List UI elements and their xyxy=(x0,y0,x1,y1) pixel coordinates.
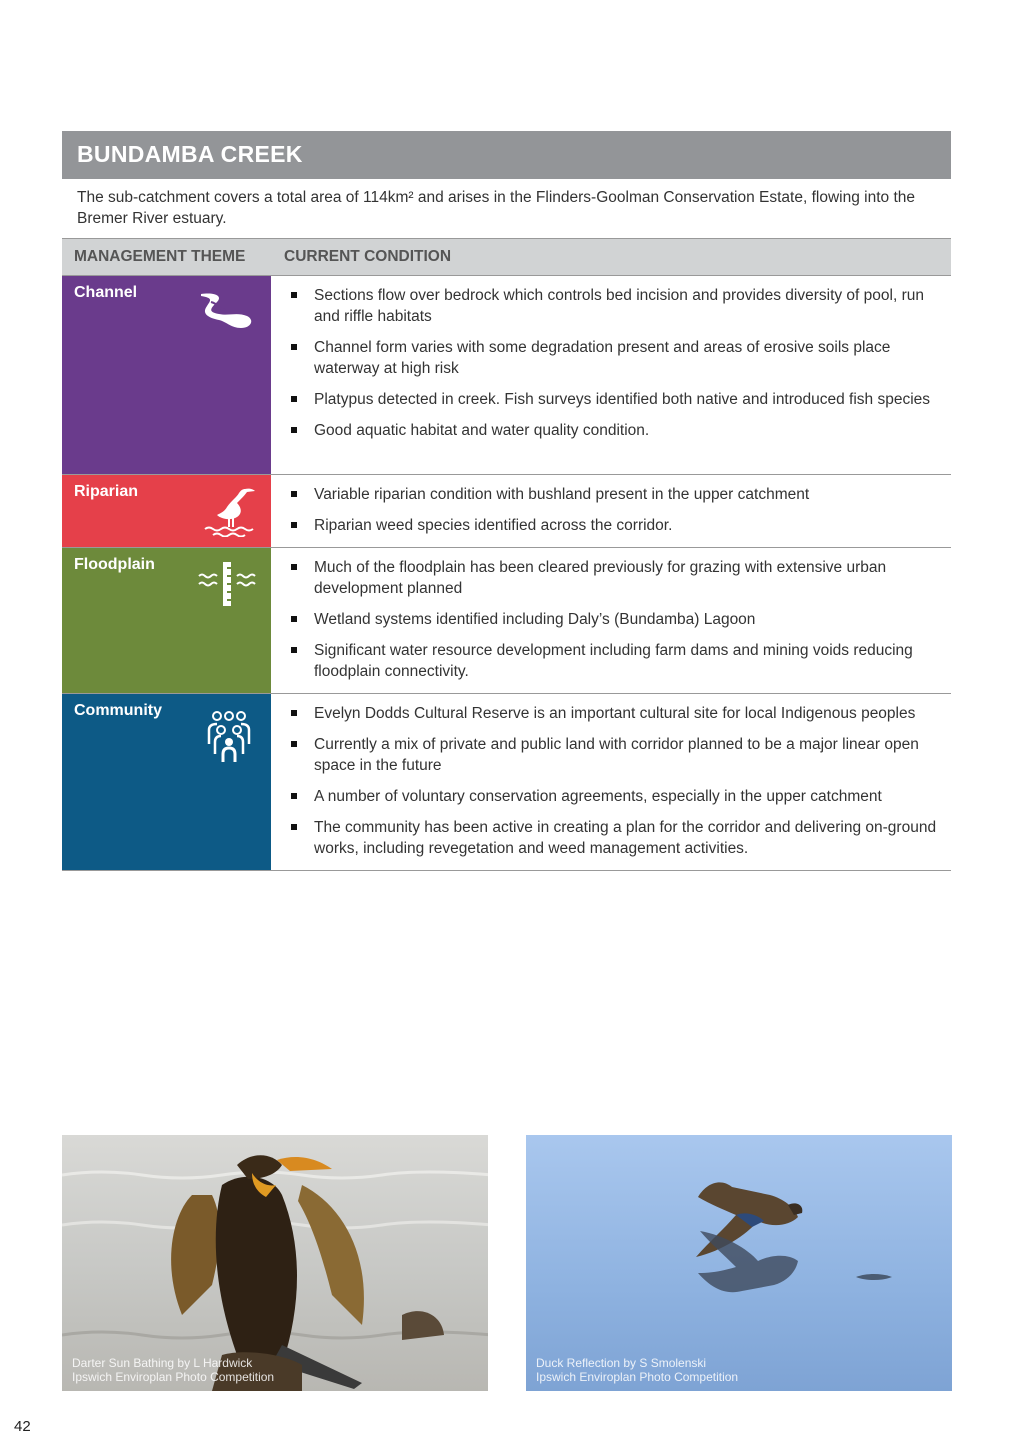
page-number: 42 xyxy=(14,1418,31,1435)
table-row-riparian xyxy=(62,475,951,548)
theme-cell-floodplain xyxy=(62,548,271,693)
theme-label: Community xyxy=(74,702,162,719)
heron-icon xyxy=(201,485,257,537)
list-item: Evelyn Dodds Cultural Reserve is an important cultural site for local Indigenous peoples xyxy=(289,703,945,724)
flood-gauge-icon xyxy=(197,560,259,608)
list-item: Riparian weed species identified across the corridor. xyxy=(289,515,945,536)
list-item: Good aquatic habitat and water quality condition. xyxy=(289,420,945,441)
list-item: Channel form varies with some degradation present and areas of erosive soils place waterway at high risk xyxy=(289,337,945,379)
table-row-community xyxy=(62,694,951,871)
theme-label: Riparian xyxy=(74,483,139,500)
list-item: Significant water resource development including farm dams and mining voids reducing floodplain connectivity. xyxy=(289,640,945,682)
duck-photo-image xyxy=(526,1135,952,1391)
condition-cell-community xyxy=(271,694,951,870)
section-intro: The sub-catchment covers a total area of 114km² and arises in the Flinders-Goolman Conservation Estate, flowing into the Bremer River estuary. xyxy=(62,179,951,239)
table-header xyxy=(62,239,951,276)
list-item: A number of voluntary conservation agreements, especially in the upper catchment xyxy=(289,786,945,807)
condition-cell-channel xyxy=(271,276,951,474)
photo-duck xyxy=(526,1135,952,1391)
people-group-icon xyxy=(205,710,253,764)
list-item: Sections flow over bedrock which controls bed incision and provides diversity of pool, run and riffle habitats xyxy=(289,285,945,327)
list-item: Currently a mix of private and public land with corridor planned to be a major linear open space in the future xyxy=(289,734,945,776)
photo-darter xyxy=(62,1135,488,1391)
theme-cell-channel xyxy=(62,276,271,474)
header-current-condition: CURRENT CONDITION xyxy=(284,248,452,265)
caption-line: Darter Sun Bathing by L Hardwick xyxy=(72,1356,253,1370)
theme-label: Floodplain xyxy=(74,556,155,573)
darter-photo-image xyxy=(62,1135,488,1391)
theme-cell-riparian xyxy=(62,475,271,547)
list-item: Variable riparian condition with bushland present in the upper catchment xyxy=(289,484,945,505)
photo-caption xyxy=(72,1356,274,1384)
table-row-channel xyxy=(62,276,951,475)
list-item: Platypus detected in creek. Fish surveys identified both native and introduced fish species xyxy=(289,389,945,410)
condition-cell-floodplain xyxy=(271,548,951,693)
list-item: Wetland systems identified including Daly’s (Bundamba) Lagoon xyxy=(289,609,945,630)
photo-caption xyxy=(536,1356,738,1384)
list-item: The community has been active in creating a plan for the corridor and delivering on-ground works, including revegetation and weed management activities. xyxy=(289,817,945,859)
caption-line: Duck Reflection by S Smolenski xyxy=(536,1356,707,1370)
theme-label: Channel xyxy=(74,284,138,301)
list-item: Much of the floodplain has been cleared previously for grazing with extensive urban development planned xyxy=(289,557,945,599)
channel-icon xyxy=(197,290,255,330)
caption-line: Ipswich Enviroplan Photo Competition xyxy=(536,1370,739,1384)
section-title: BUNDAMBA CREEK xyxy=(62,131,951,179)
table-row-floodplain xyxy=(62,548,951,694)
header-management-theme: MANAGEMENT THEME xyxy=(74,248,246,265)
bundamba-creek-panel xyxy=(62,131,951,871)
caption-line: Ipswich Enviroplan Photo Competition xyxy=(72,1370,275,1384)
theme-cell-community xyxy=(62,694,271,870)
condition-cell-riparian xyxy=(271,475,951,547)
